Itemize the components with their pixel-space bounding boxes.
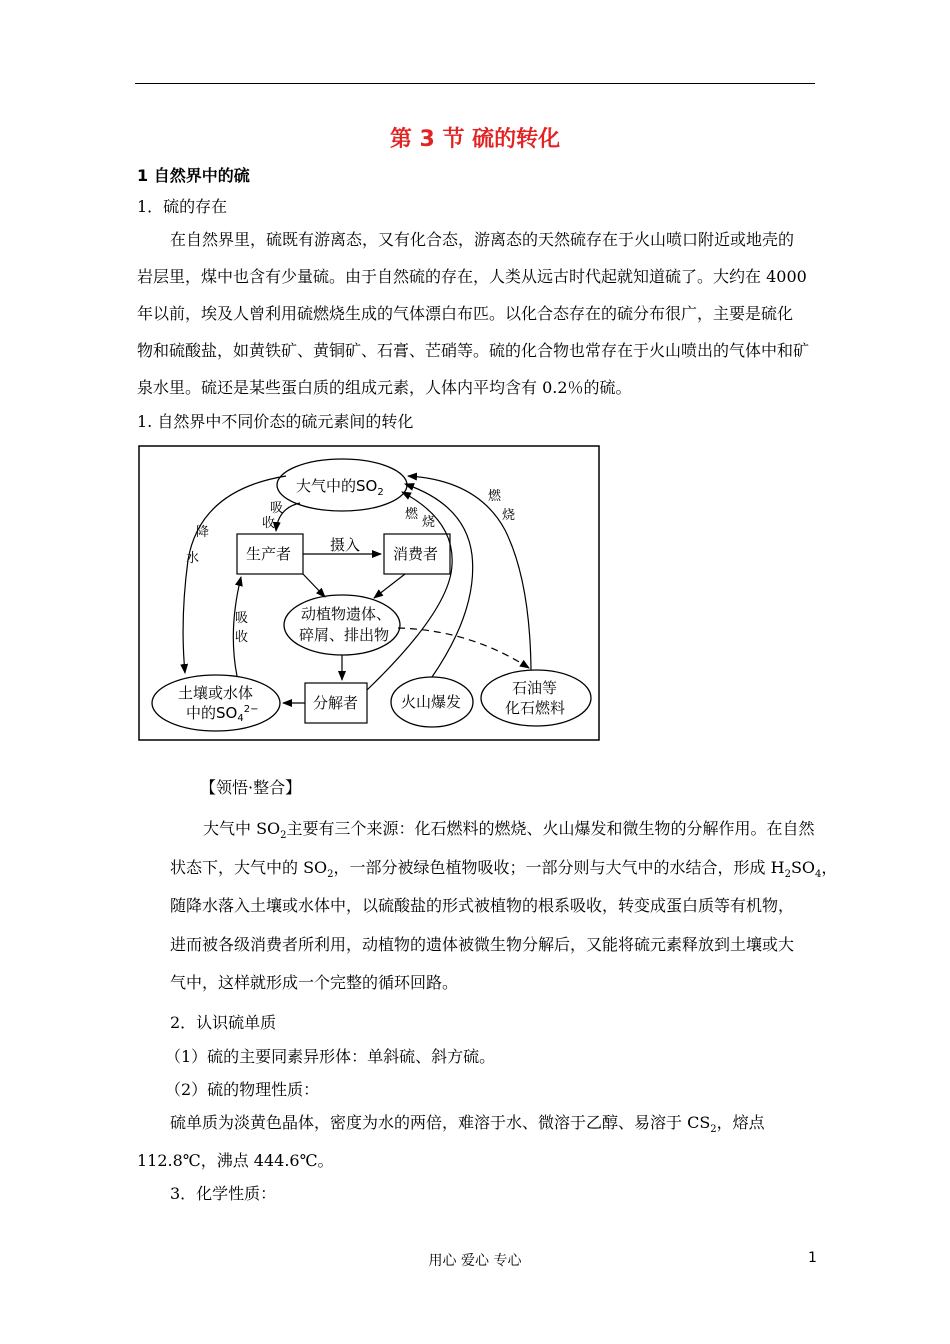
- node-label: 大气中的$SO_2$: [296, 477, 384, 498]
- para-line: 状态下，大气中的 $SO_2$，一部分被绿色植物吸收；一部分则与大气中的水结合，形成 $H_2SO_4$，: [170, 857, 838, 880]
- para-line: 年以前，埃及人曾利用硫燃烧生成的气体漂白布匹。以化合态存在的硫分布很广，主要是硫化: [137, 304, 794, 323]
- arrow-absorb-left: [233, 577, 241, 676]
- para-line: 岩层里，煤中也含有少量硫。由于自然硫的存在，人类从远古时代起就知道硫了。大约在 4000: [137, 267, 807, 286]
- list-item: （1）硫的主要同素异形体：单斜硫、斜方硫。: [165, 1047, 496, 1066]
- page-title: 第 3 节 硫的转化: [389, 127, 561, 152]
- page-footer: 用心 爱心 专心: [428, 1253, 522, 1269]
- label-ingest: 摄入: [330, 536, 361, 554]
- node-remains: [284, 595, 400, 655]
- arrow-producer-remains: [303, 574, 325, 597]
- label-absorb: 收: [235, 630, 249, 645]
- node-label: 动植物遗体、: [301, 605, 392, 623]
- insight-heading: 【领悟·整合】: [200, 778, 302, 797]
- physical-properties-line: 112.8℃，沸点 444.6℃。: [137, 1151, 334, 1170]
- list-item: （2）硫的物理性质：: [165, 1080, 320, 1099]
- subsection-heading: 2．认识硫单质: [170, 1013, 277, 1032]
- node-label: 中的$SO_4^{2-}$: [186, 704, 259, 724]
- label-absorb: 收: [262, 516, 276, 531]
- para-line: 随降水落入土壤或水体中，以硫酸盐的形式被植物的根系吸收，转变成蛋白质等有机物，: [170, 896, 795, 915]
- arrow-fossil-formation: [398, 628, 529, 668]
- node-label: 石油等: [512, 679, 558, 697]
- label-combustion: 烧: [422, 515, 436, 530]
- subsection-heading: 1．硫的存在: [137, 197, 228, 216]
- section-heading: 1 自然界中的硫: [137, 166, 250, 185]
- subsection-heading: 1. 自然界中不同价态的硫元素间的转化: [137, 412, 414, 431]
- physical-properties-line: 硫单质为淡黄色晶体，密度为水的两倍，难溶于水、微溶于乙醇、易溶于 $CS_2$，熔点: [170, 1113, 765, 1136]
- subsection-heading: 3．化学性质：: [170, 1184, 277, 1203]
- node-label: 碎屑、排出物: [299, 626, 390, 644]
- para-line: 气中，这样就形成一个完整的循环回路。: [170, 973, 459, 992]
- label-absorb: 吸: [235, 611, 249, 626]
- para-line: 泉水里。硫还是某些蛋白质的组成元素，人体内平均含有 0.2％的硫。: [137, 378, 632, 397]
- para-line: 在自然界里，硫既有游离态，又有化合态，游离态的天然硫存在于火山喷口附近或地壳的: [170, 230, 795, 249]
- para-line: 物和硫酸盐，如黄铁矿、黄铜矿、石膏、芒硝等。硫的化合物也常存在于火山喷出的气体中和矿: [137, 341, 810, 360]
- label-absorb: 吸: [270, 501, 284, 516]
- label-rainfall: 水: [186, 551, 200, 566]
- label-rainfall: 降: [196, 525, 210, 540]
- paragraph-insight: [170, 810, 838, 1003]
- node-label: 土壤或水体: [178, 684, 254, 702]
- para-line: 进而被各级消费者所利用，动植物的遗体被微生物分解后，又能将硫元素释放到土壤或大: [170, 934, 795, 954]
- node-label: 化石燃料: [505, 699, 566, 717]
- node-label: 生产者: [246, 545, 292, 563]
- label-combustion: 烧: [502, 508, 516, 523]
- label-combustion: 燃: [488, 489, 502, 504]
- para-line: 大气中 $SO_2$主要有三个来源：化石燃料的燃烧、火山爆发和微生物的分解作用。在自然: [203, 819, 815, 842]
- label-combustion: 燃: [405, 507, 419, 522]
- node-label: 消费者: [393, 545, 439, 563]
- node-label: 分解者: [313, 694, 359, 712]
- node-label: 火山爆发: [401, 693, 462, 711]
- page-number: 1: [808, 1250, 817, 1266]
- arrow-consumer-remains: [374, 574, 405, 598]
